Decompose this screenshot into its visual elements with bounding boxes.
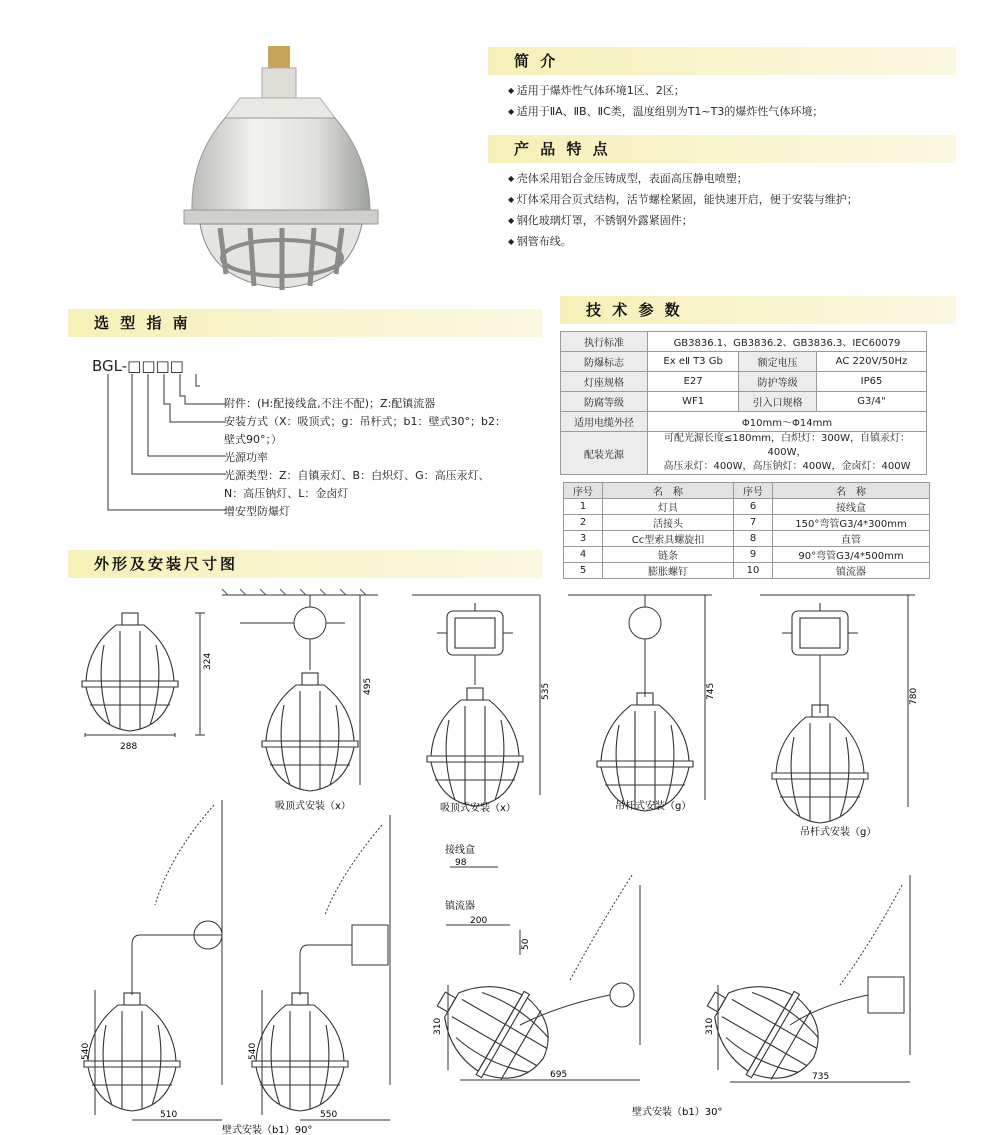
- features-title: 产 品 特 点: [514, 140, 611, 158]
- part-name: 膨胀螺钉: [603, 563, 734, 579]
- spec-value: [648, 432, 927, 475]
- features-list: [508, 168, 858, 252]
- spec-key: 防腐等级: [561, 392, 648, 412]
- product-photo: [170, 38, 400, 298]
- spec-value-line: 可配光源长度≤180mm，白炽灯：300W，自镇汞灯：400W，: [664, 433, 910, 458]
- spec-key: 灯座规格: [561, 372, 648, 392]
- feature-item: ◆ 灯体采用合页式结构，活节螺栓紧固，能快速开启，便于安装与维护；: [508, 189, 858, 210]
- selection-line: 光源类型：Z：自镇汞灯、B：白炽灯、G：高压汞灯、: [224, 469, 490, 482]
- legend-label: 镇流器: [445, 901, 475, 912]
- parts-header: 名 称: [603, 483, 734, 499]
- selection-leader-lines: [100, 372, 230, 522]
- spec-value: Ex eⅡ T3 Gb: [648, 352, 739, 372]
- drawing-caption: 吊杆式安装（g）: [800, 827, 877, 838]
- part-name: 活接头: [603, 515, 734, 531]
- drawing-caption: 吸顶式安装（x）: [275, 801, 351, 812]
- dim-label: 735: [812, 1072, 830, 1082]
- part-no: 10: [734, 563, 773, 579]
- spec-row: [561, 352, 927, 372]
- dim-label: 310: [433, 1017, 443, 1035]
- part-name: 灯具: [603, 499, 734, 515]
- selection-banner: [68, 309, 542, 337]
- part-no: 1: [564, 499, 603, 515]
- legend-dims: [445, 843, 531, 955]
- spec-key: 执行标准: [561, 332, 648, 352]
- brass-gland: [268, 46, 290, 70]
- legend-label: 接线盒: [445, 845, 475, 856]
- intro-banner: [488, 47, 956, 75]
- part-name: 镇流器: [773, 563, 930, 579]
- feature-item: ◆ 壳体采用铝合金压铸成型，表面高压静电喷塑；: [508, 168, 858, 189]
- dimensions-title: 外形及安装尺寸图: [94, 555, 239, 573]
- spec-key: 配装光源: [561, 432, 648, 475]
- drawing-caption: 吊杆式安装（g）: [615, 801, 692, 812]
- spec-key: 额定电压: [739, 352, 817, 372]
- model-code: BGL-□□□□: [92, 357, 184, 375]
- spec-row: [561, 412, 927, 432]
- legend-value: 50: [521, 938, 531, 950]
- dim-label: 745: [706, 682, 716, 700]
- spec-value: AC 220V/50Hz: [816, 352, 926, 372]
- part-no: 6: [734, 499, 773, 515]
- part-name: Cc型索具螺旋扣: [603, 531, 734, 547]
- part-no: 2: [564, 515, 603, 531]
- spec-value: IP65: [816, 372, 926, 392]
- dimensions-banner: [68, 550, 542, 578]
- drawing-6: [81, 800, 222, 1120]
- selection-line: 壁式90°；）: [224, 433, 282, 446]
- parts-header-row: [564, 483, 930, 499]
- spec-key: 防爆标志: [561, 352, 648, 372]
- spec-value: Φ10mm～Φ14mm: [648, 412, 927, 432]
- spec-row: [561, 432, 927, 475]
- drawing-1: [82, 613, 213, 752]
- table-row: [564, 515, 930, 531]
- feature-item: ◆ 钢化玻璃灯罩，不锈钢外露紧固件；: [508, 210, 858, 231]
- spec-value: GB3836.1、GB3836.2、GB3836.3、IEC60079: [648, 332, 927, 352]
- dim-label: 695: [550, 1070, 568, 1080]
- dim-label: 288: [120, 742, 138, 752]
- dim-label: 540: [248, 1042, 258, 1060]
- features-banner: [488, 135, 956, 163]
- table-row: [564, 499, 930, 515]
- specs-table: [560, 331, 927, 475]
- part-name: 90°弯管G3/4*500mm: [773, 547, 930, 563]
- drawing-5: [760, 595, 919, 838]
- dim-label: 540: [81, 1042, 91, 1060]
- spec-key: 防护等级: [739, 372, 817, 392]
- drawing-9: [687, 875, 910, 1100]
- part-no: 3: [564, 531, 603, 547]
- parts-header: 序号: [564, 483, 603, 499]
- spec-key: 引入口规格: [739, 392, 817, 412]
- selection-line: N：高压钠灯、L：金卤灯: [224, 487, 349, 500]
- parts-header: 名 称: [773, 483, 930, 499]
- spec-value-line: 高压汞灯：400W，高压钠灯：400W，金卤灯：400W: [663, 461, 911, 472]
- table-row: [564, 563, 930, 579]
- legend-value: 200: [470, 916, 488, 926]
- drawing-4: [568, 595, 716, 812]
- drawing-7: [248, 815, 390, 1120]
- spec-value: E27: [648, 372, 739, 392]
- dim-label: 510: [160, 1110, 178, 1120]
- spec-value: G3/4": [816, 392, 926, 412]
- dim-label: 535: [541, 682, 551, 700]
- drawing-caption: 吸顶式安装（x）: [440, 803, 516, 814]
- part-name: 接线盒: [773, 499, 930, 515]
- spec-value: WF1: [648, 392, 739, 412]
- dim-label: 780: [909, 687, 919, 705]
- selection-line: 光源功率: [224, 451, 268, 464]
- spec-row: [561, 372, 927, 392]
- intro-title: 简 介: [514, 52, 559, 70]
- part-no: 8: [734, 531, 773, 547]
- part-no: 7: [734, 515, 773, 531]
- spec-row: [561, 332, 927, 352]
- dim-label: 324: [203, 652, 213, 670]
- part-name: 150°弯管G3/4*300mm: [773, 515, 930, 531]
- part-name: 链条: [603, 547, 734, 563]
- part-name: 直管: [773, 531, 930, 547]
- spec-row: [561, 392, 927, 412]
- dim-label: 310: [705, 1017, 715, 1035]
- specs-title: 技 术 参 数: [586, 301, 683, 319]
- selection-line: 附件：(H:配接线盒,不注不配)；Z:配镇流器: [224, 397, 436, 410]
- drawing-3: [412, 595, 551, 814]
- table-row: [564, 531, 930, 547]
- specs-banner: [560, 296, 956, 324]
- intro-list: [508, 80, 823, 122]
- selection-title: 选 型 指 南: [94, 314, 191, 332]
- dim-label: 550: [320, 1110, 338, 1120]
- drawing-2: [222, 589, 378, 812]
- spec-key: 适用电缆外径: [561, 412, 648, 432]
- intro-item: ◆ 适用于ⅡA、ⅡB、ⅡC类，温度组别为T1~T3的爆炸性气体环境；: [508, 101, 823, 122]
- selection-lines: [224, 395, 534, 521]
- part-no: 5: [564, 563, 603, 579]
- dimension-drawings: [0, 585, 1000, 1135]
- selection-line: 安装方式（X：吸顶式；g：吊杆式；b1：壁式30°；b2：: [224, 415, 506, 428]
- drawing-caption: 壁式安装（b1）90°: [222, 1125, 313, 1135]
- drawing-caption: 壁式安装（b1）30°: [632, 1107, 723, 1118]
- parts-header: 序号: [734, 483, 773, 499]
- part-no: 4: [564, 547, 603, 563]
- feature-item: ◆ 钢管布线。: [508, 231, 858, 252]
- selection-line: 增安型防爆灯: [224, 505, 290, 518]
- legend-value: 98: [455, 858, 467, 868]
- intro-item: ◆ 适用于爆炸性气体环境1区、2区；: [508, 80, 823, 101]
- table-row: [564, 547, 930, 563]
- part-no: 9: [734, 547, 773, 563]
- dim-label: 495: [363, 677, 373, 695]
- parts-table: [563, 482, 930, 579]
